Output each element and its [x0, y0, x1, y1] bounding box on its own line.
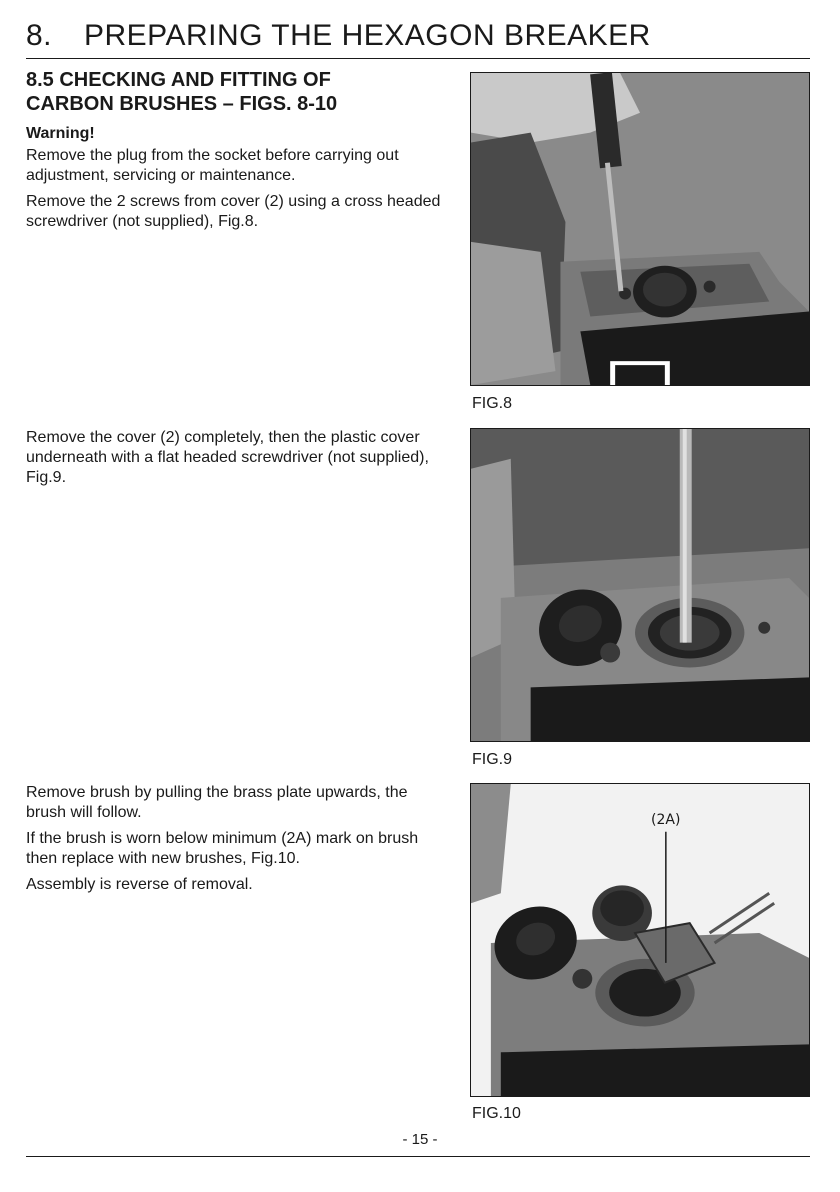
fig-10-photo [470, 783, 810, 1097]
page-number: - 15 - [402, 1131, 438, 1148]
fig-10-illustration [471, 784, 809, 1096]
fig-10-caption: FIG.10 [472, 1105, 521, 1122]
step-1-paragraph-1: Remove the plug from the socket before carrying out adjustment, servicing or maintenance. [26, 147, 399, 184]
fig-8-photo [470, 72, 810, 386]
chapter-number: 8. [26, 19, 53, 52]
warning-label: Warning! [26, 125, 95, 142]
step-1-text [26, 146, 446, 238]
chapter-title [26, 18, 651, 54]
chapter-title-text: PREPARING THE HEXAGON BREAKER [84, 19, 651, 52]
top-rule [26, 58, 810, 59]
step-2-text [26, 428, 446, 494]
step-1-paragraph-2: Remove the 2 screws from cover (2) using a cross headed screwdriver (not supplied), Fig.8. [26, 193, 441, 230]
bottom-rule [26, 1156, 810, 1157]
fig-10-callout: (2A) [651, 812, 681, 828]
fig-8-illustration [471, 73, 809, 385]
fig-8-caption: FIG.8 [472, 395, 513, 412]
step-2-paragraph-1: Remove the cover (2) completely, then the plastic cover underneath with a flat headed screwdriver (not supplied), Fig.9. [26, 429, 429, 486]
step-3-paragraph-3: Assembly is reverse of removal. [26, 876, 253, 893]
section-heading-line-2: CARBON BRUSHES – FIGS. 8-10 [26, 93, 338, 115]
fig-9-caption: FIG.9 [472, 751, 513, 768]
step-3-paragraph-1: Remove brush by pulling the brass plate upwards, the brush will follow. [26, 784, 408, 821]
section-heading-line-1: 8.5 CHECKING AND FITTING OF [26, 69, 331, 91]
section-heading [26, 68, 446, 116]
step-3-paragraph-2: If the brush is worn below minimum (2A) mark on brush then replace with new brushes, Fig.10. [26, 830, 419, 867]
fig-9-photo [470, 428, 810, 742]
fig-9-illustration [471, 429, 809, 741]
step-3-text [26, 783, 446, 901]
